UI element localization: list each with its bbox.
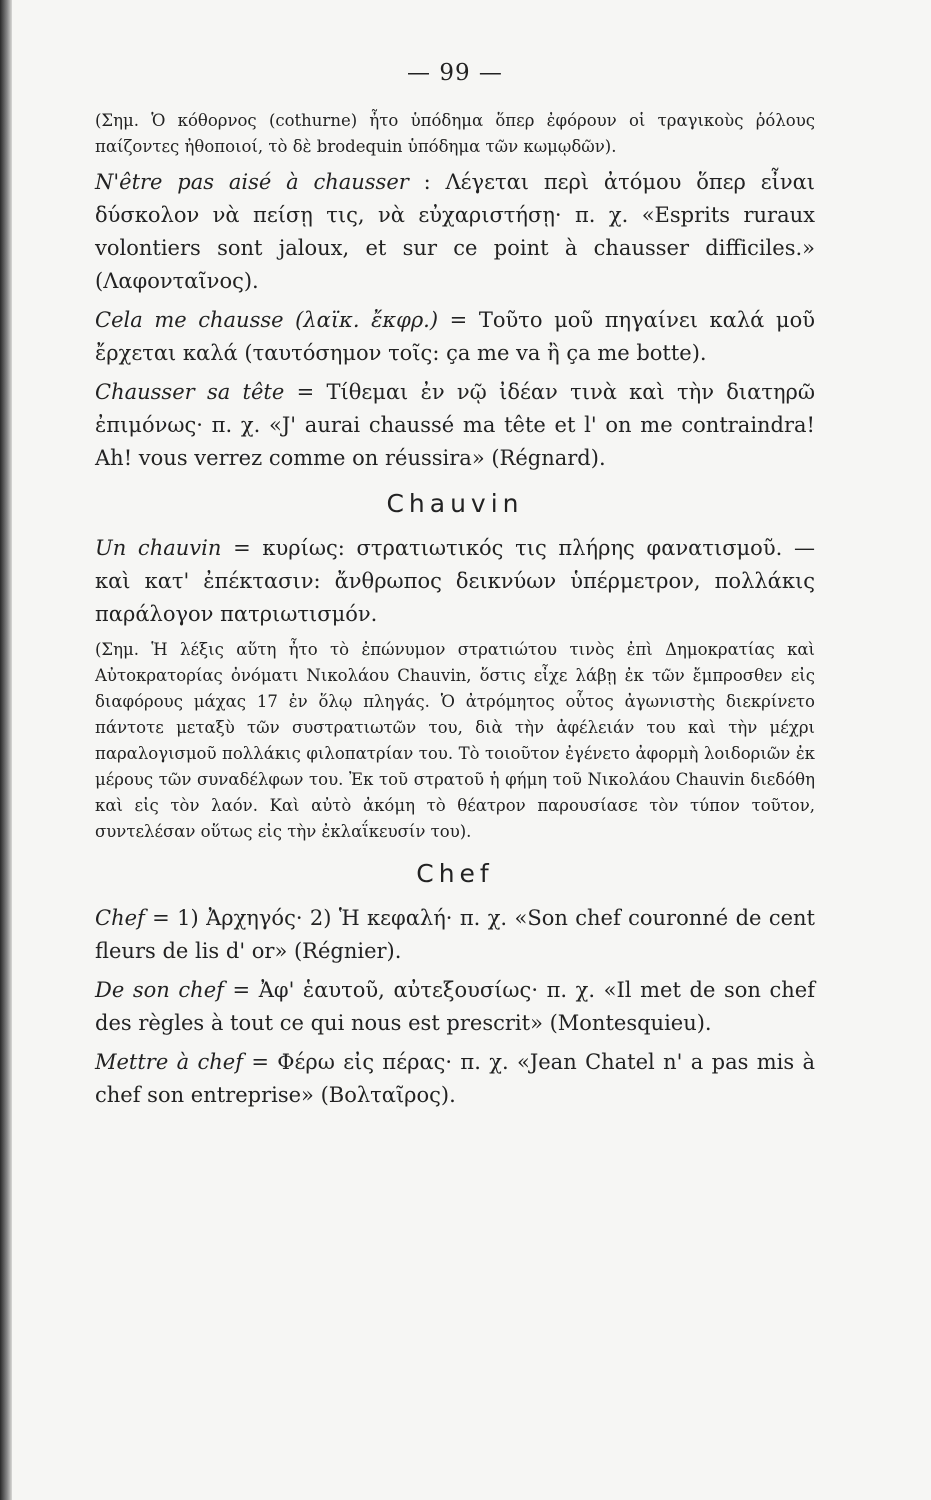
entry-un-chauvin (95, 532, 815, 631)
entry-term: Chausser sa tête (95, 380, 285, 404)
page-number: — 99 — (407, 60, 503, 86)
entry-definition: = κυρίως: στρατιωτικός τις πλήρης φανατισμοῦ. — καὶ κατ' ἐπέκτασιν: ἄνθρωπος δεικνύων ὑπέρμετρον, πολλάκις παράλογον πατριωτισμόν. (95, 536, 815, 626)
entry-term: N'être pas aisé à chausser (95, 170, 409, 194)
footnote-chauvin: (Σημ. Ἡ λέξις αὕτη ἦτο τὸ ἐπώνυμον στρατιώτου τινὸς ἐπὶ Δημοκρατίας καὶ Αὐτοκρατορίας ὀνόματι Νικολάου Chauvin, ὅστις εἶχε λάβῃ ἐκ τῶν ἔμπροσθεν εἰς διαφόρους μάχας 17 ἐν ὅλῳ πληγάς. Ὁ ἀτρόμητος οὗτος ἀγωνιστὴς διεκρίνετο πάντοτε μεταξὺ τῶν συστρατιωτῶν του, διὰ τὴν ἀφέλειάν του καὶ τὴν μέχρι παραλογισμοῦ πολλάκις φιλοπατρίαν του. Τὸ τοιοῦτον ἐγένετο ἀφορμὴ λοιδοριῶν ἐκ μέρους τῶν συναδέλφων του. Ἐκ τοῦ στρατοῦ ἡ φήμη τοῦ Νικολάου Chauvin διεδόθη καὶ εἰς τὸν λαόν. Καὶ αὐτὸ ἀκόμη τὸ θέατρον παρουσίασε τὸν τύπον τοῦτον, συντελέσαν οὕτως εἰς τὴν ἐκλαΐκευσίν του). (95, 640, 815, 841)
entry-mettre-a-chef (95, 1046, 815, 1112)
section-title-chauvin: Chauvin (386, 489, 524, 518)
footnote-cothurne: (Σημ. Ὁ κόθορνος (cothurne) ἦτο ὑπόδημα ὅπερ ἐφόρουν οἱ τραγικοὺς ῥόλους παίζοντες ἠθοποιοί, τὸ δὲ brodequin ὑπόδημα τῶν κωμῳδῶν). (95, 111, 815, 156)
entry-definition: : Λέγεται περὶ ἀτόμου ὅπερ εἶναι δύσκολον νὰ πείσῃ τις, νὰ εὐχαριστήσῃ· π. χ. «Esprits ruraux volontiers sont jaloux, et sur ce point à chausser difficiles.» (Λαφονταῖνος). (95, 170, 816, 293)
entry-definition: = Τίθεμαι ἐν νῷ ἰδέαν τινὰ καὶ τὴν διατηρῶ ἐπιμόνως· π. χ. «J' aurai chaussé ma tête et l' on me contraindra! Ah! vous verrez comme on réussira» (Régnard). (95, 380, 815, 470)
entry-etre-pas-aise (95, 166, 815, 298)
entry-term: Mettre à chef (95, 1050, 243, 1074)
book-page (95, 60, 815, 1118)
entry-term: Chef (95, 906, 145, 930)
entry-definition: = Ἀφ' ἑαυτοῦ, αὐτεξουσίως· π. χ. «Il met de son chef des règles à tout ce qui nous est prescrit» (Montesquieu). (95, 978, 815, 1035)
entry-definition: = 1) Ἀρχηγός· 2) Ἡ κεφαλή· π. χ. «Son chef couronné de cent fleurs de lis d' or» (Régnier). (95, 906, 815, 963)
entry-definition: = Τοῦτο μοῦ πηγαίνει καλά μοῦ ἔρχεται καλά (ταυτόσημον τοῖς: ça me va ἢ ça me botte). (95, 308, 815, 365)
page-binding-edge (0, 0, 12, 1500)
entry-chausser-sa-tete (95, 376, 815, 475)
entry-de-son-chef (95, 974, 815, 1040)
entry-chef (95, 902, 815, 968)
entry-cela-me-chausse (95, 304, 815, 370)
entry-term: Cela me chausse (λαϊκ. ἔκφρ.) (95, 308, 439, 332)
entry-term: De son chef (95, 978, 224, 1002)
section-title-chef: Chef (416, 859, 494, 888)
entry-term: Un chauvin (95, 536, 222, 560)
entry-definition: = Φέρω εἰς πέρας· π. χ. «Jean Chatel n' a pas mis à chef son entreprise» (Βολταῖρος). (95, 1050, 815, 1107)
